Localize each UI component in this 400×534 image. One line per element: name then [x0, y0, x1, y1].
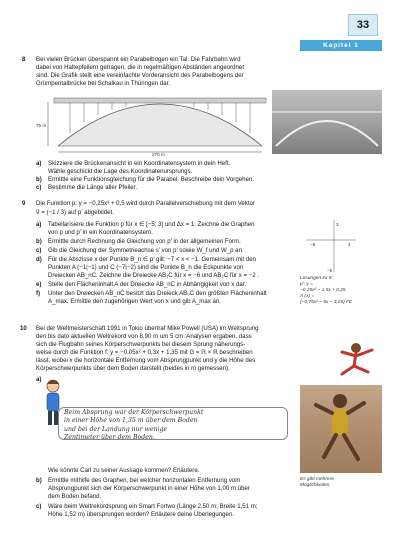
task9-side-1: Lösungen zu 9:: [300, 276, 333, 281]
task8-line-3: sind. Die Grafik stellt eine vereinfachte Vorderansicht des Parabelbogens der: [36, 72, 244, 79]
jumper-silhouette-photo: [330, 340, 382, 386]
coordinate-sketch: [300, 218, 360, 274]
task8-c-text: Bestimme die Länge aller Pfeiler.: [48, 184, 138, 191]
task10-line-5: lässt, wobei x die horizontale Entfernung vom Absprungpunkt und y die Höhe des: [36, 357, 256, 364]
task8-a-line-2: Wähle geschickt die Lage des Koordinatenursprungs.: [48, 168, 193, 175]
task10-line-1: Bei der Weltmeisterschaft 1991 in Tokio übertraf Mike Powell (USA) im Weitsprung: [36, 325, 259, 332]
task10-b-line-1: Ermittle mithilfe des Graphen, bei welcher horizontalen Entfernung vom: [48, 477, 241, 484]
task9-side-2: p’: y =: [300, 282, 313, 287]
task9-d-line-2: Punkten A (−1|−1) und C (−7|−2) sind die Punkte B_n die Eckpunkte von: [48, 264, 244, 271]
bridge-height-label: 75 m: [36, 123, 47, 128]
task8-line-1: Bei vielen Brücken überspannt ein Parabelbogen ein Tal. Die Fahrbahn wird: [36, 56, 241, 63]
task-number-9: 9: [22, 200, 26, 207]
task9-a-line-2: von p und p’ in ein Koordinatensystem.: [48, 229, 153, 236]
task9-b-label: b): [36, 238, 42, 245]
task8-b-label: b): [36, 176, 42, 183]
task9-d-line-3: Dreiecken AB_nC. Zeichne die Dreiecke AB₁C für x = −6 und AB₂C für x = −2 .: [48, 272, 260, 279]
task10-line-6: Körperschwerpunkts über dem Boden darstellt (beides in m gemessen).: [36, 365, 230, 372]
bubble-line-1: Beim Absprung war der Körperschwerpunkt: [64, 409, 204, 416]
graph-y-bottom: −5: [327, 268, 333, 273]
task8-line-4: Grümpentalbrücke bei Schalkau in Thüringen dar.: [36, 80, 171, 87]
graph-y-top: 3: [336, 222, 339, 227]
task9-f-line-2: A_max. Ermittle den zugehörigen Wert von x und gib A_max an.: [48, 298, 221, 305]
task9-c-label: c): [36, 247, 42, 254]
speech-bubble-text: [64, 409, 203, 443]
task9-d-line-1: Für die Abszisse x der Punkte B_n ∈ p’ gilt: −7 < x < −1. Gemeinsam mit den: [48, 256, 256, 263]
bridge-photo-arch: [272, 90, 382, 154]
task10-b-line-2: Absprungpunkt sich der Körperschwerpunkt in einer Höhe von 1,00 m über: [48, 485, 250, 492]
task10-a-question: Wie könnte Carl zu seiner Aussage kommen? Erläutere.: [48, 467, 200, 474]
graph-x-left: −8: [310, 242, 316, 247]
task9-f-label: f): [36, 290, 41, 297]
task9-c-text: Gib die Gleichung der Symmetrieachse s’ von p’ sowie W_f und W_p an.: [48, 247, 244, 254]
longjump-athlete-figure: [300, 385, 382, 473]
chapter-label: Kapitel 1: [300, 40, 382, 51]
task9-d-label: d): [36, 256, 42, 263]
task10-c-line-2: Höhe 1,52 m) übersprungen worden? Erläutere deine Überlegungen.: [48, 511, 234, 518]
task10-b-label: b): [36, 477, 42, 484]
task8-a-line-1: Skizziere die Brückenansicht in ein Koordinatensystem in dein Heft.: [48, 160, 231, 167]
task8-a-label: a): [36, 160, 42, 167]
task9-e-text: Stelle den Flächeninhalt A der Dreiecke AB_nC in Abhängigkeit von x dar.: [48, 281, 247, 288]
task10-c-line-1: Wäre beim Weltrekordsprung ein Smart Fortwo (Länge 2,50 m; Breite 1,51 m;: [48, 503, 258, 510]
task10-side-1: Es gibt mehrere: [300, 477, 334, 482]
task10-side-2: Möglichkeiten.: [300, 483, 331, 488]
bridge-figure: [36, 96, 268, 156]
task9-side-5: (−0,75x² − 5x − 3,25) FE: [300, 300, 353, 305]
bubble-line-3: und bei der Landung nur wenige: [64, 425, 168, 433]
task9-f-line-1: Unter den Dreiecken AB_nC besitzt das Dreieck AB₀C den größten Flächeninhalt: [48, 290, 267, 297]
task9-line-1: Die Funktion p: y = −0,25x² + 0,5 wird durch Parallelverschiebung mit dem Vektor: [36, 200, 255, 207]
bubble-line-2: in einer Höhe von 1,35 m über dem Boden: [64, 417, 198, 425]
graph-x-right: 4: [348, 242, 351, 247]
task10-c-label: c): [36, 503, 42, 510]
task9-line-2: v⃗ = (−1 / 3) auf p’ abgebildet.: [36, 209, 114, 216]
task10-b-line-3: dem Boden befand.: [48, 493, 102, 500]
page-number: 33: [348, 14, 378, 36]
task9-e-label: e): [36, 281, 42, 288]
task9-a-label: a): [36, 221, 42, 228]
bridge-width-label: 270 m: [152, 152, 165, 156]
bubble-line-4: Zentimeter über dem Boden.: [64, 434, 155, 442]
task10-line-3: sich die Flugbahn seines Körperschwerpunkts bei diesem Sprung näherungs-: [36, 341, 246, 348]
task8-line-2: dabei von Haltepfeilern getragen, die in regelmäßigen Abständen angeordnet: [36, 64, 245, 71]
task9-side-4: A (x) =: [300, 294, 315, 299]
task9-b-text: Ermittle durch Rechnung die Gleichung von p’ in der allgemeinen Form.: [48, 238, 241, 245]
task8-c-label: c): [36, 184, 42, 191]
task-number-10: 10: [20, 325, 27, 332]
task10-line-2: den bis dato aktuellen Weltrekord von 8,90 m um 5 cm. Analysen ergaben, dass: [36, 333, 252, 340]
task10-line-4: weise durch die Funktion f: y = −0,05x² + 0,3x + 1,35 mit G = ℝ × ℝ beschreiben: [36, 349, 253, 356]
task9-side-3: −0,25x² − 1,5x + 0,25: [300, 288, 346, 293]
task-number-8: 8: [22, 56, 26, 63]
task10-a-label: a): [36, 376, 42, 383]
task9-a-line-1: Tabellarisiere die Funktion p für x ∈ [−5; 3] und Δx = 1. Zeichne die Graphen: [48, 221, 255, 228]
task8-b-text: Ermittle eine Funktionsgleichung für die Parabel. Beschreibe dein Vorgehen.: [48, 176, 254, 183]
